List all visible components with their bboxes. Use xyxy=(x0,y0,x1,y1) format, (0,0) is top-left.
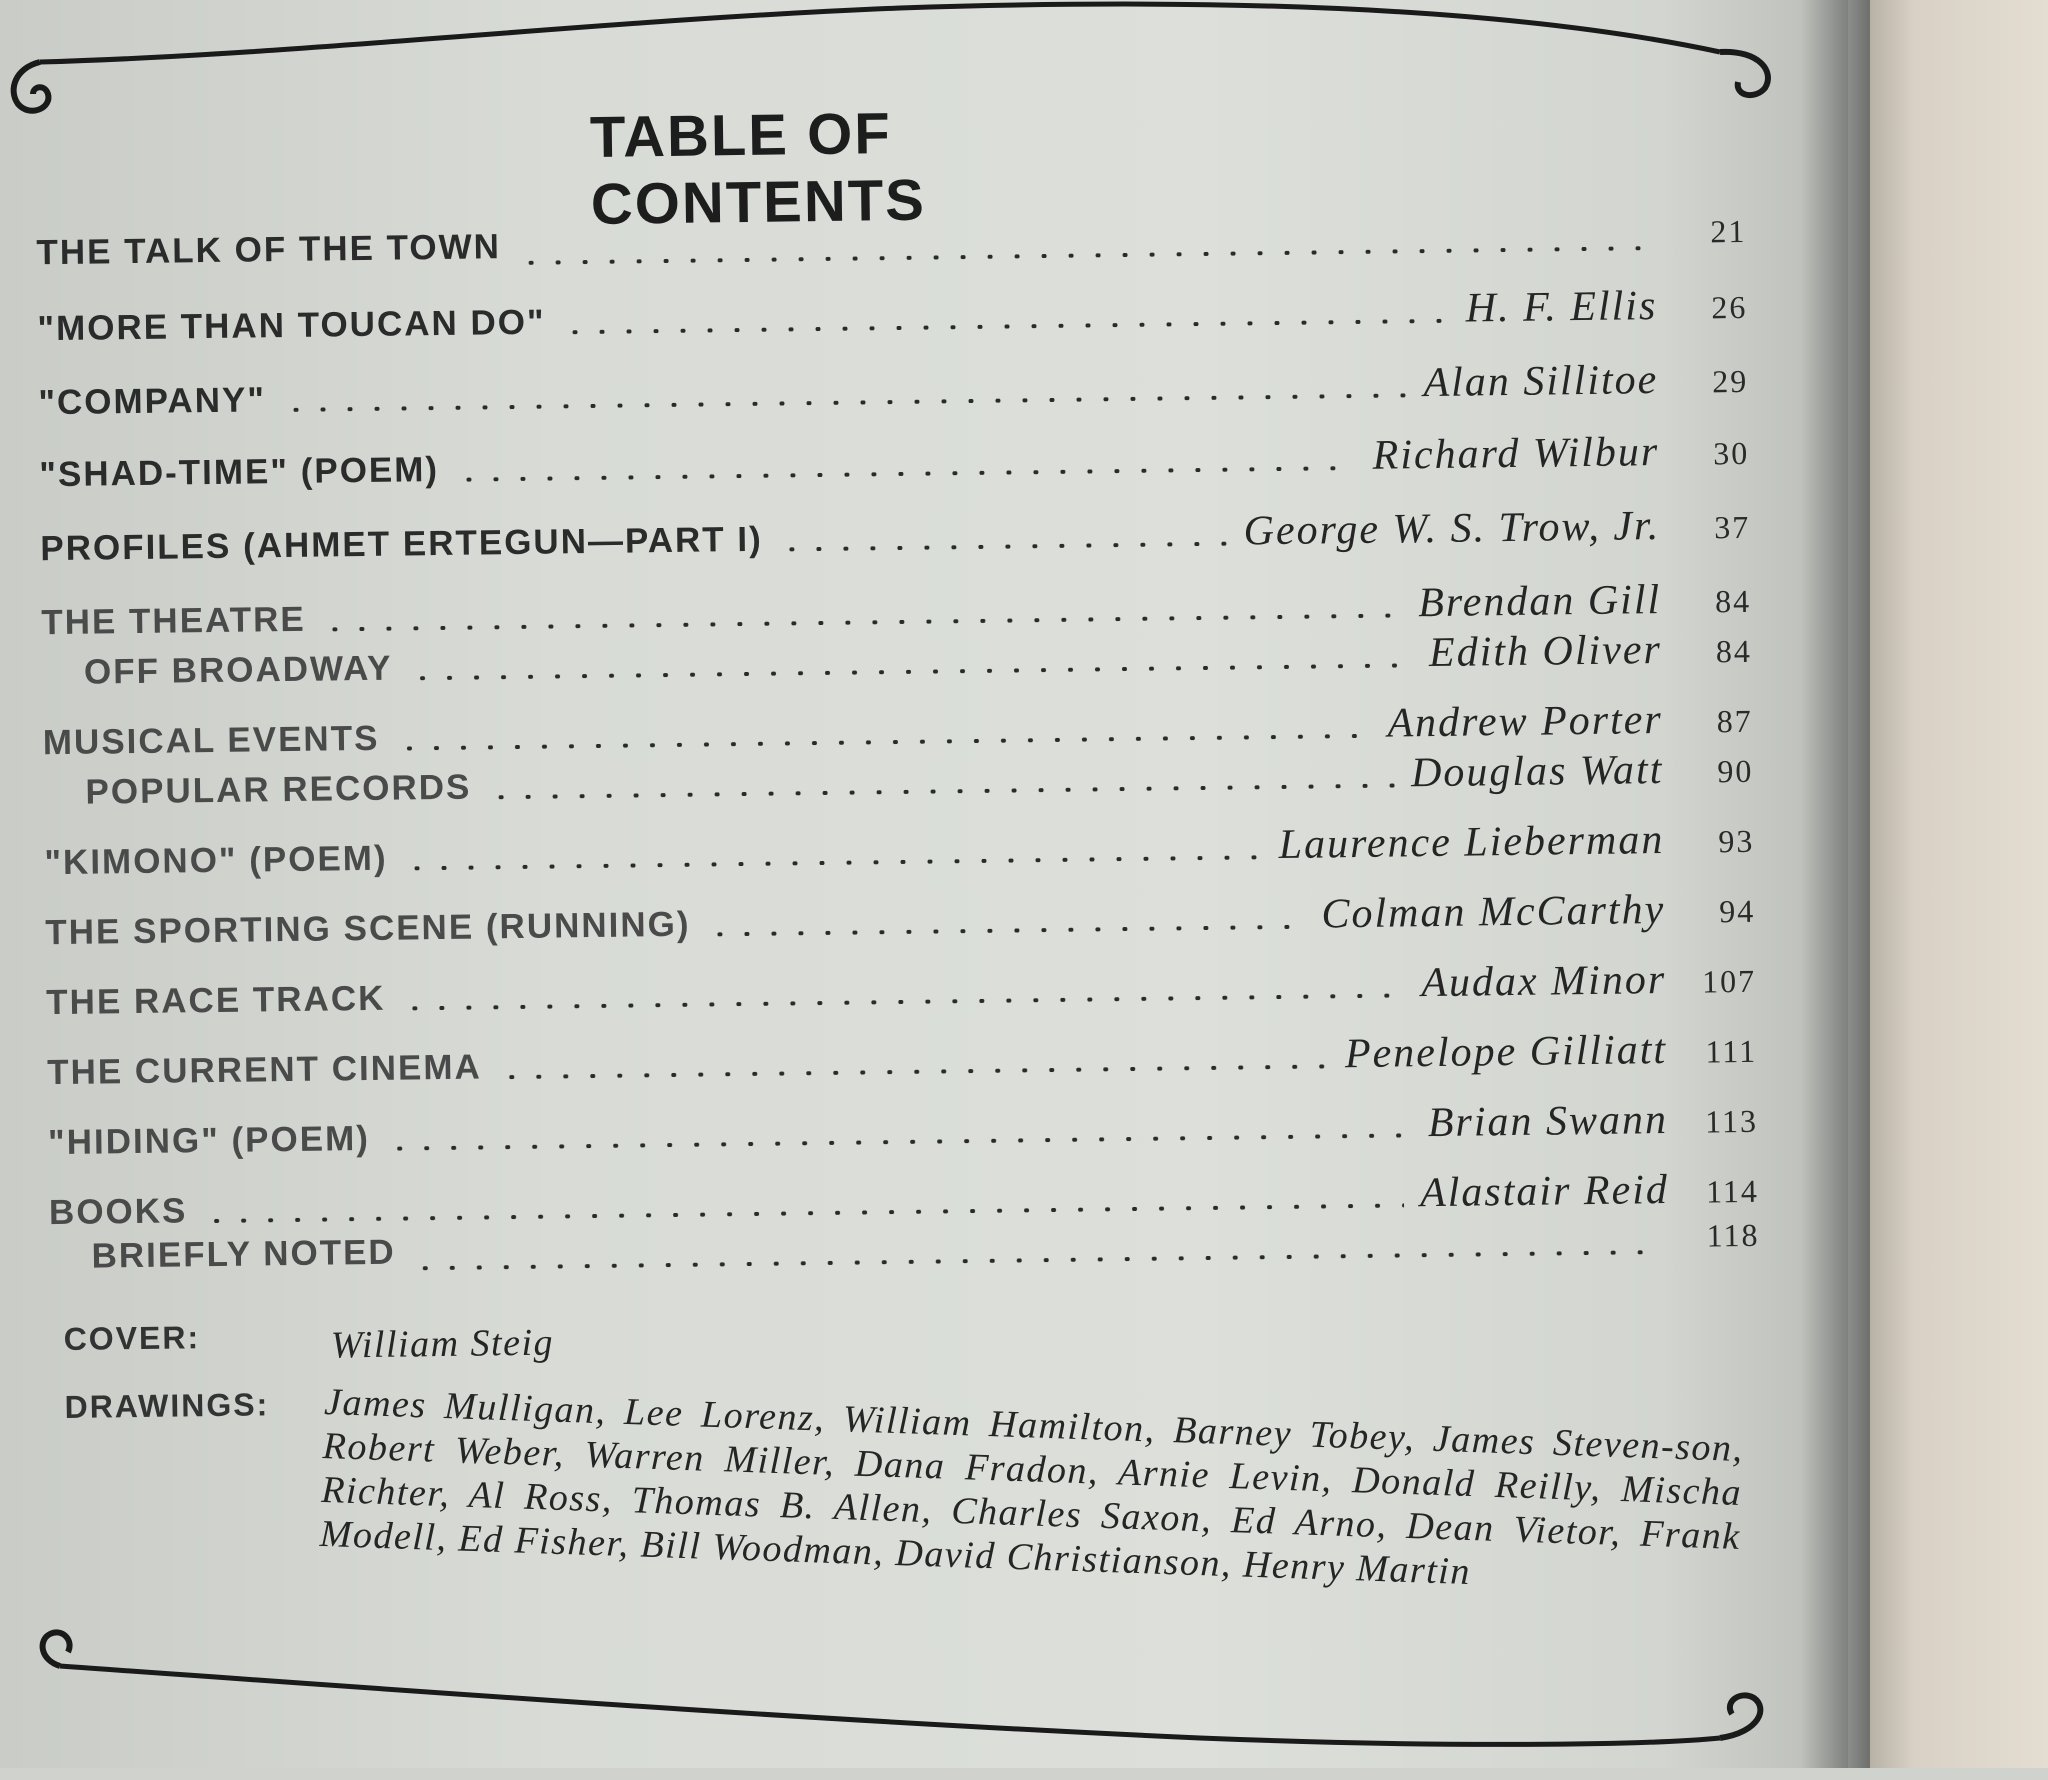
toc-entry xyxy=(40,501,1751,579)
entry-page: 93 xyxy=(1718,822,1755,860)
entry-title: THE SPORTING SCENE (RUNNING) xyxy=(45,904,691,953)
dot-leader xyxy=(455,466,1357,482)
entry-title: THE RACE TRACK xyxy=(46,978,386,1023)
entry-author: Brian Swann xyxy=(1427,1096,1669,1147)
toc-entry xyxy=(37,281,1748,359)
entry-author: Audax Minor xyxy=(1421,956,1667,1007)
entry-author: Brendan Gill xyxy=(1417,577,1662,627)
entry-title: THE TALK OF THE TOWN xyxy=(36,227,502,273)
toc-entry xyxy=(46,955,1757,1033)
entry-author: Richard Wilbur xyxy=(1372,429,1660,479)
entry-page: 30 xyxy=(1712,434,1750,472)
entry-page: 87 xyxy=(1716,702,1753,740)
entry-author: Douglas Watt xyxy=(1410,746,1664,797)
dot-leader xyxy=(707,925,1306,937)
dot-leader xyxy=(498,1064,1329,1079)
toc-entry xyxy=(39,427,1750,505)
dot-leader xyxy=(404,855,1263,870)
dot-leader xyxy=(203,1203,1404,1223)
entry-author: Alan Sillitoe xyxy=(1423,357,1659,407)
toc-entry xyxy=(47,1025,1758,1103)
entry-title: POPULAR RECORDS xyxy=(85,767,472,812)
dot-leader xyxy=(562,319,1450,335)
dot-leader xyxy=(386,1133,1412,1150)
entry-author: Penelope Gilliatt xyxy=(1344,1026,1668,1078)
entry-title: "HIDING" (POEM) xyxy=(47,1118,371,1163)
entry-page: 113 xyxy=(1704,1102,1759,1140)
entry-page: 21 xyxy=(1710,212,1747,250)
entry-title: THE CURRENT CINEMA xyxy=(46,1047,483,1093)
entry-author: Laurence Lieberman xyxy=(1278,816,1665,869)
entry-page: 29 xyxy=(1712,362,1749,400)
entry-author: Alastair Reid xyxy=(1419,1166,1670,1217)
entry-title: "MORE THAN TOUCAN DO" xyxy=(37,302,546,349)
entry-author: Andrew Porter xyxy=(1387,697,1664,747)
entry-title: "COMPANY" xyxy=(38,380,267,423)
entry-title: OFF BROADWAY xyxy=(83,648,393,692)
drawings-artists: James Mulligan, Lee Lorenz, William Hamilton, Barney Tobey, James Steven-son, Robert Weber, Warren Miller, Dana Fradon, Arnie Levin, Donald Reilly, Mischa Richter, Al Ross, Thomas B. Allen, Charles Saxon, Ed Arno, Dean Vietor, Frank Modell, Ed Fisher, Bill Woodman, David Christianson, Henry Martin xyxy=(319,1380,1745,1594)
dot-leader xyxy=(322,613,1403,631)
toc-entry xyxy=(38,355,1749,433)
entry-page: 26 xyxy=(1711,288,1748,326)
entry-title: BRIEFLY NOTED xyxy=(91,1232,396,1276)
dot-leader xyxy=(487,784,1395,800)
entry-page: 84 xyxy=(1715,632,1753,670)
entry-author: H. F. Ellis xyxy=(1465,283,1658,332)
entry-author: George W. S. Trow, Jr. xyxy=(1243,503,1661,555)
entry-author: Edith Oliver xyxy=(1428,627,1663,677)
entry-title: BOOKS xyxy=(48,1191,188,1233)
entry-title: THE THEATRE xyxy=(41,599,306,643)
drawings-label: DRAWINGS: xyxy=(64,1386,270,1425)
entry-author: Colman McCarthy xyxy=(1321,886,1666,938)
toc-entry xyxy=(48,1095,1759,1173)
entry-page: 114 xyxy=(1705,1172,1760,1210)
entry-title: "KIMONO" (POEM) xyxy=(44,838,388,883)
dot-leader xyxy=(517,246,1640,265)
entry-page: 94 xyxy=(1718,892,1756,930)
page-title: TABLE OF CONTENTS xyxy=(589,101,927,237)
entry-title: PROFILES (AHMET ERTEGUN—PART I) xyxy=(40,519,763,569)
entry-title: MUSICAL EVENTS xyxy=(42,718,380,763)
dot-leader xyxy=(409,663,1414,680)
toc-entry xyxy=(44,815,1755,893)
entry-page: 118 xyxy=(1706,1216,1760,1254)
entry-page: 107 xyxy=(1701,962,1757,1000)
entry-page: 111 xyxy=(1705,1032,1758,1070)
entry-page: 84 xyxy=(1714,582,1752,620)
dot-leader xyxy=(412,1250,1654,1270)
entry-page: 37 xyxy=(1713,508,1751,546)
dot-leader xyxy=(282,393,1408,412)
dot-leader xyxy=(401,993,1405,1010)
dot-leader xyxy=(396,734,1372,751)
dot-leader xyxy=(779,542,1228,552)
cover-label: COVER: xyxy=(63,1319,201,1357)
toc-entry xyxy=(45,885,1756,963)
toc-entry xyxy=(36,211,1747,289)
entry-page: 90 xyxy=(1717,752,1754,790)
cover-artist: William Steig xyxy=(330,1321,555,1367)
entry-title: "SHAD-TIME" (POEM) xyxy=(39,449,440,495)
